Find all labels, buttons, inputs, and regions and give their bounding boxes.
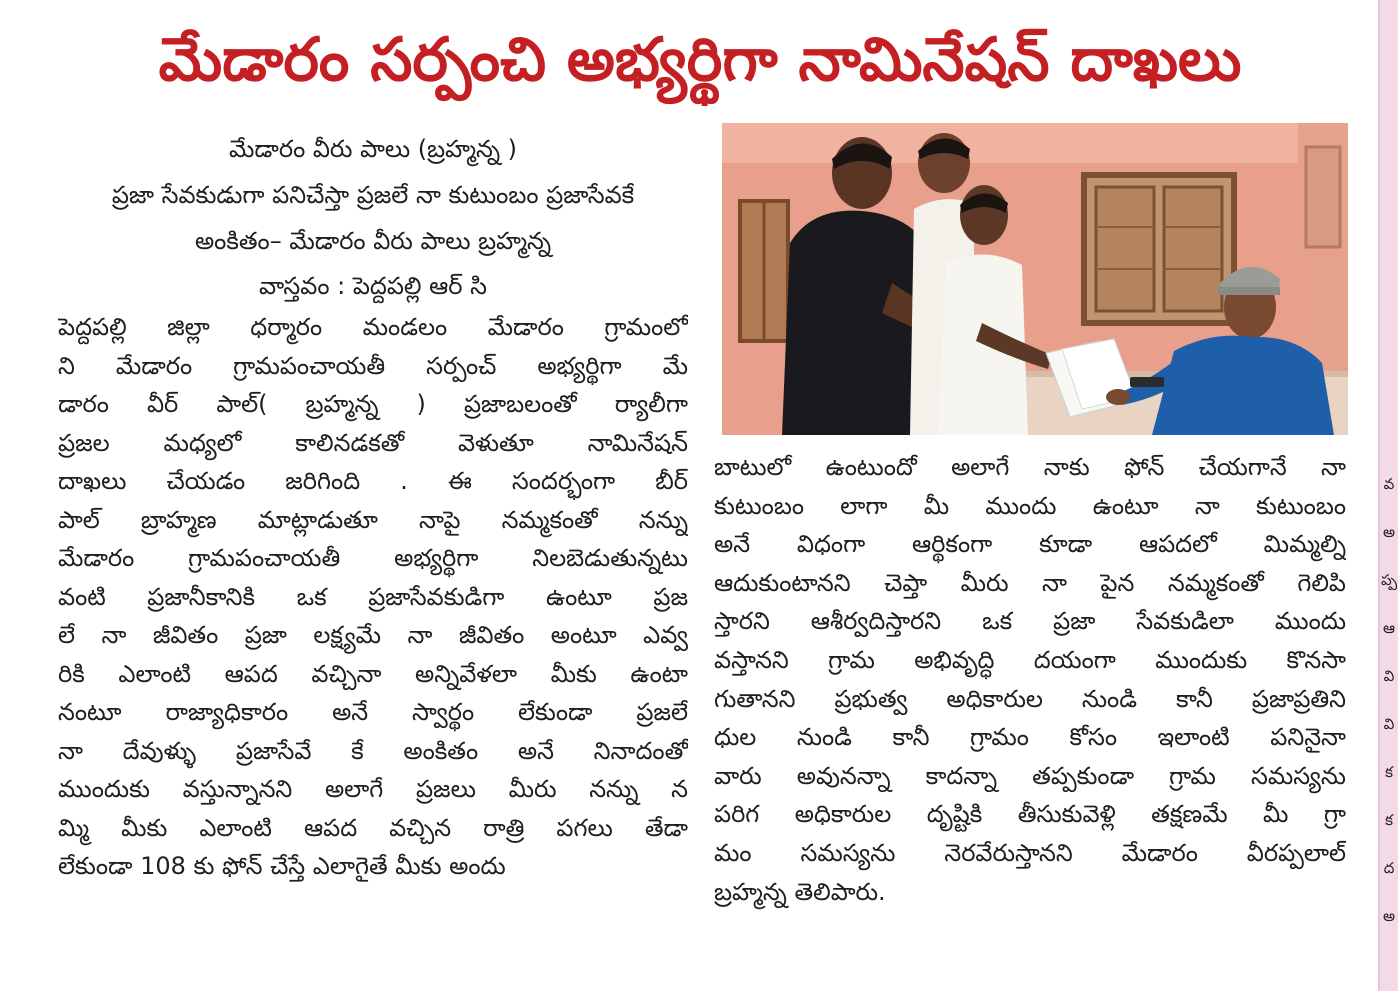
body-text-line: లేకుండా 108 కు ఫోన్ చేస్తే ఎలాగైతే మీకు అందు (58, 852, 506, 880)
body-text-line: ముందుకు వస్తున్నానని అలాగే ప్రజలు మీరు నన్ను న (58, 775, 688, 803)
body-text-line: మ్మి మీకు ఎలాంటి ఆపద వచ్చిన రాత్రి పగలు తేడా (58, 813, 688, 842)
subheading-line: అంకితం– మేడారం వీరు పాలు బ్రహ్మన్న (194, 227, 552, 255)
body-text-line: మేడారం గ్రామపంచాయతీ అభ్యర్థిగా నిలబెడుతున్నటు (58, 544, 688, 572)
body-text-line: బ్రహ్మన్న తెలిపారు. (714, 877, 886, 906)
body-text-line: స్తారని ఆశీర్వదిస్తారని ఒక ప్రజా సేవకుడిలా ముందు (714, 607, 1346, 636)
edge-glyph: క (1385, 811, 1393, 829)
edge-glyph: ఆ (1383, 619, 1395, 637)
edge-glyph: వి (1383, 667, 1395, 685)
edge-glyph: వి (1383, 715, 1395, 733)
adjacent-column-edge-text (1380, 460, 1398, 940)
right-column (714, 448, 1346, 911)
subheading-line: మేడారం వీరు పాలు (బ్రహ్మన్న ) (228, 135, 518, 163)
body-text-line: గుతానని ప్రభుత్వ అధికారుల నుండి కానీ ప్రజాప్రతిని (714, 684, 1346, 713)
edge-glyph: ప్ప (1380, 571, 1398, 589)
body-text-line: డారం వీర్ పాల్( బ్రహ్మన్న ) ప్రజాబలంతో ర్యాలీగా (58, 390, 688, 418)
body-text-line: మం సమస్యను నెరవేరుస్తానని మేడారం వీరప్పలాల్ (714, 838, 1346, 867)
news-photo (722, 123, 1348, 435)
body-text-line: లే నా జీవితం ప్రజా లక్ష్యమే నా జీవితం అంటూ ఎవ్వ (58, 621, 688, 649)
right-body-text (714, 448, 1346, 911)
body-text-line: ప్రజల మధ్యలో కాలినడకతో వెళుతూ నామినేషన్ (58, 428, 688, 457)
dateline: వాస్తవం : పెద్దపల్లి ఆర్ సి (259, 272, 487, 300)
body-text-line: పరిగ అధికారుల దృష్టికి తీసుకువెళ్లి తక్షణమే మీ గ్రా (714, 800, 1346, 829)
body-text-line: వంటి ప్రజానీకానికి ఒక ప్రజాసేవకుడిగా ఉంటూ ప్రజ (58, 582, 688, 611)
body-text-line: అనే విధంగా ఆర్థికంగా కూడా ఆపదలో మిమ్మల్ని (714, 530, 1346, 559)
body-text-line: నా దేవుళ్ళు ప్రజాసేవే కే అంకితం అనే నినాదంతో (58, 736, 688, 765)
body-text-line: వస్తానని గ్రామ అభివృద్ధి దయంగా ముందుకు కొనసా (714, 645, 1346, 674)
subheading-line: ప్రజా సేవకుడుగా పనిచేస్తా ప్రజలే నా కుటుంబం ప్రజాసేవకే (111, 181, 635, 209)
body-text-line: ని మేడారం గ్రామపంచాయతీ సర్పంచ్ అభ్యర్థిగా మే (58, 351, 688, 380)
edge-glyph: క (1385, 763, 1393, 781)
edge-glyph: వ (1383, 475, 1395, 493)
news-photo-illustration (722, 123, 1348, 435)
body-text-line: నంటూ రాజ్యాధికారం అనే స్వార్థం లేకుండా ప్రజలే (58, 698, 688, 726)
left-body-text (58, 308, 688, 886)
edge-glyph: అ (1382, 523, 1395, 541)
body-text-line: బాటులో ఉంటుందో అలాగే నాకు ఫోన్ చేయగానే నా (714, 453, 1346, 481)
body-text-line: దాఖలు చేయడం జరిగింది . ఈ సందర్భంగా బీర్ (58, 467, 688, 495)
body-text-line: పాల్ బ్రాహ్మణ మాట్లాడుతూ నాపై నమ్మకంతో నన్ను (58, 505, 688, 534)
edge-glyph: ద (1383, 859, 1395, 877)
body-text-line: ధుల నుండి కానీ గ్రామం కోసం ఇలాంటి పనినైనా (714, 723, 1346, 752)
edge-glyph: అ (1382, 907, 1395, 925)
left-column (58, 126, 688, 886)
article-headline: మేడారం సర్పంచి అభ్యర్థిగా నామినేషన్ దాఖలు (158, 25, 1242, 95)
body-text-line: కుటుంబం లాగా మీ ముందు ఉంటూ నా కుటుంబం (714, 491, 1346, 520)
body-text-line: రికి ఎలాంటి ఆపద వచ్చినా అన్నివేళలా మీకు ఉంటా (58, 659, 688, 688)
body-text-line: వారు అవునన్నా కాదన్నా తప్పకుండా గ్రామ సమస్యను (714, 761, 1346, 790)
body-text-line: పెద్దపల్లి జిల్లా ధర్మారం మండలం మేడారం గ్రామంలో (58, 313, 688, 341)
body-text-line: ఆదుకుంటానని చెప్తా మీరు నా పైన నమ్మకంతో గెలిపి (714, 568, 1346, 597)
